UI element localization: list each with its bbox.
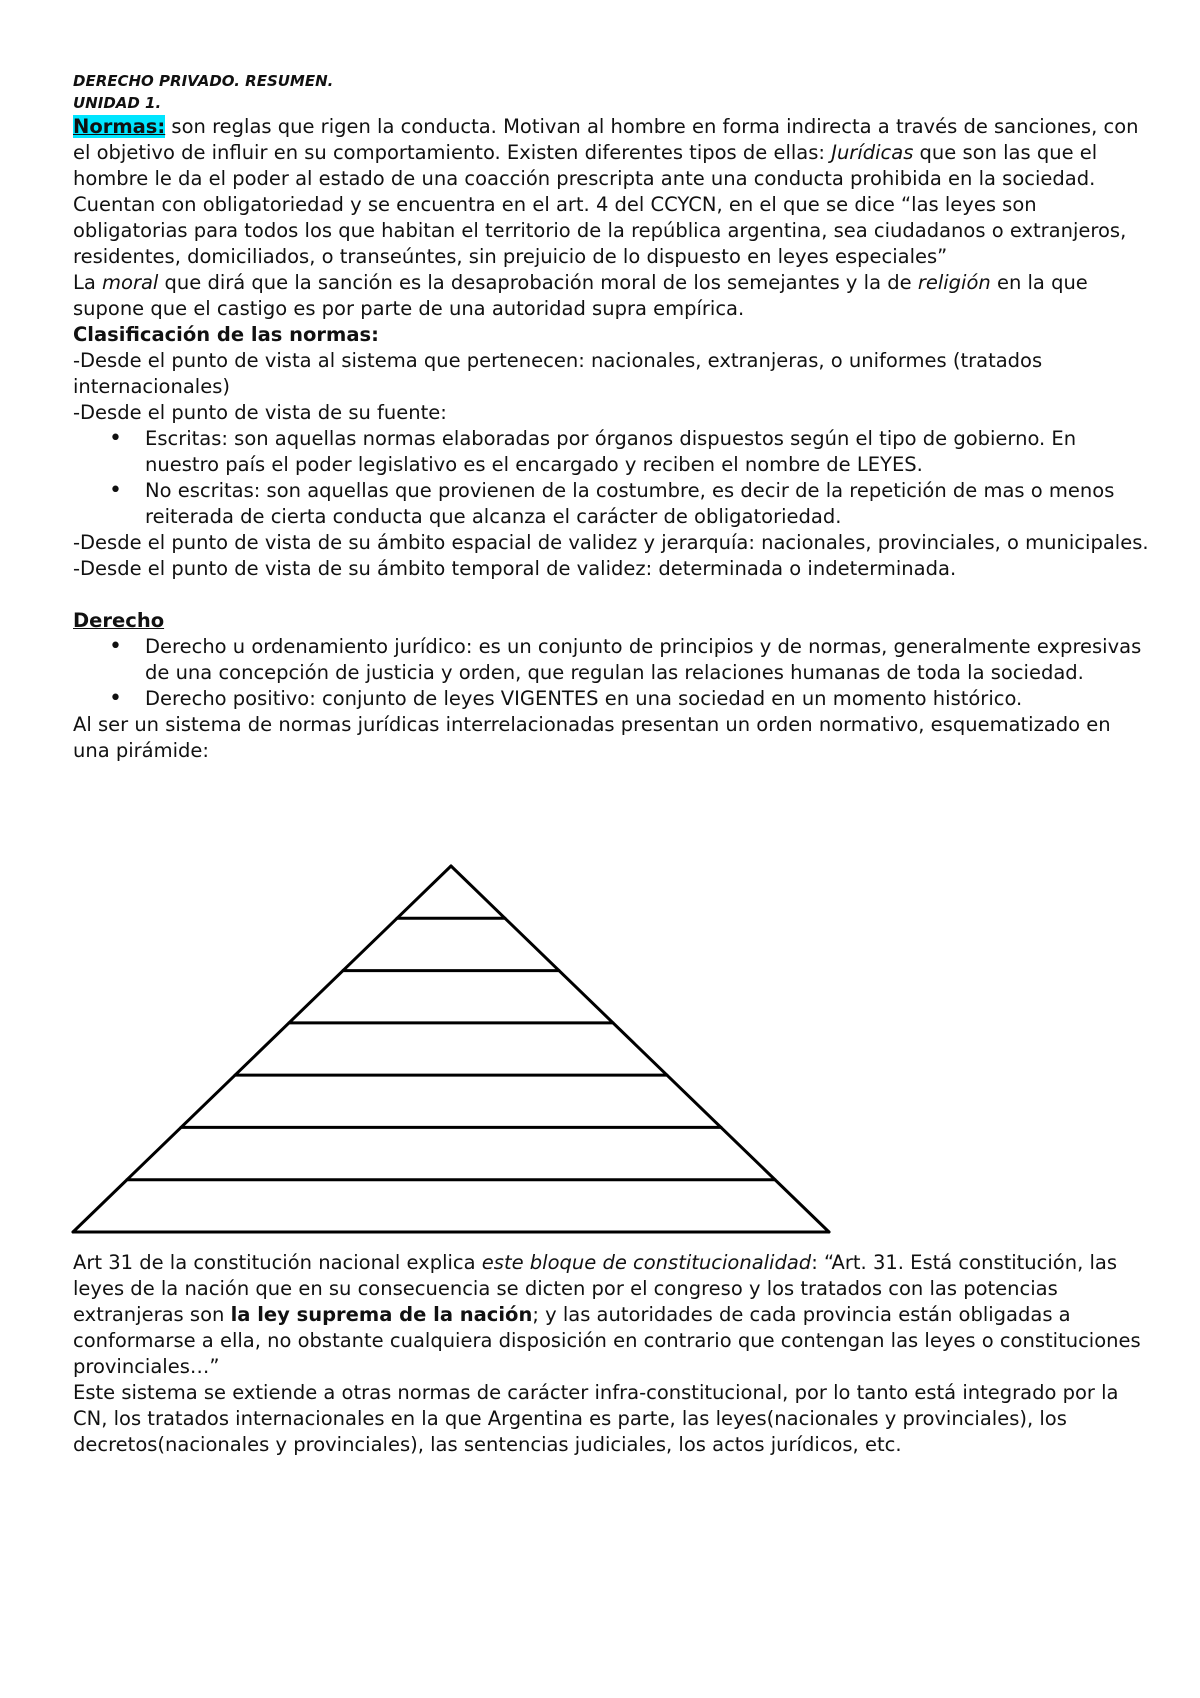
moral-text: que dirá que la sanción es la desaprobación moral de los semejantes y la de xyxy=(158,271,918,294)
clasificacion-temporal: -Desde el punto de vista de su ámbito temporal de validez: determinada o indeterminada. xyxy=(73,557,957,580)
art31-italic: este bloque de constitucionalidad xyxy=(481,1251,812,1274)
religion-text: en la que supone que el castigo es por parte de una autoridad supra empírica. xyxy=(73,271,1088,320)
pyramid-left-edge xyxy=(73,866,451,1232)
piramide-intro: Al ser un sistema de normas jurídicas interrelacionadas presentan un orden normativo, esquematizado en una pirámide: xyxy=(73,713,1111,762)
moral-pre: La xyxy=(73,271,103,294)
derecho-heading: Derecho xyxy=(73,609,165,632)
pyramid-lines xyxy=(73,866,829,1232)
pyramid-diagram xyxy=(71,854,851,1244)
moral-paragraph xyxy=(73,270,1153,322)
clasificacion-espacial: -Desde el punto de vista de su ámbito espacial de validez y jerarquía: nacionales, provinciales, o municipales. xyxy=(73,531,1149,554)
normas-intro: son reglas que rigen la conducta. Motivan al hombre en forma indirecta a través de sanciones, con el objetivo de influir en su comportamiento. Existen diferentes tipos de ellas: xyxy=(73,115,1139,164)
document-page xyxy=(73,70,1153,1458)
normas-term: Normas: xyxy=(73,115,166,138)
fuente-list xyxy=(73,426,1153,530)
art31-bold: la ley suprema de la nación xyxy=(230,1303,533,1326)
art31-pre: Art 31 de la constitución nacional explica xyxy=(73,1251,482,1274)
clasificacion-sistema: -Desde el punto de vista al sistema que pertenecen: nacionales, extranjeras, o uniformes (tratados internacionales) xyxy=(73,349,1043,398)
normas-paragraph xyxy=(73,114,1153,270)
sistema-paragraph: Este sistema se extiende a otras normas de carácter infra-constitucional, por lo tanto está integrado por la CN, los tratados internacionales en la que Argentina es parte, las leyes(nacionales y provinciales), los decretos(nacionales y provinciales), las sentencias judiciales, los actos jurídicos, etc. xyxy=(73,1381,1119,1456)
list-item: • Derecho positivo: conjunto de leyes VIGENTES en una sociedad en un momento histórico. xyxy=(73,686,1153,712)
art31-paragraph xyxy=(73,1250,1153,1380)
pyramid-right-edge xyxy=(451,866,829,1232)
list-item: • Escritas: son aquellas normas elaboradas por órganos dispuestos según el tipo de gobierno. En nuestro país el poder legislativo es el encargado y reciben el nombre de LEYES. xyxy=(73,426,1153,478)
moral-term: moral xyxy=(102,271,159,294)
derecho-list xyxy=(73,634,1153,712)
list-item: • Derecho u ordenamiento jurídico: es un conjunto de principios y de normas, generalmente expresivas de una concepción de justicia y orden, que regulan las relaciones humanas de toda la sociedad. xyxy=(73,634,1153,686)
juridicas-term: Jurídicas xyxy=(831,141,914,164)
clasificacion-heading: Clasificación de las normas: xyxy=(73,323,379,346)
spacer xyxy=(73,582,1153,608)
religion-term: religión xyxy=(917,271,991,294)
list-item: • No escritas: son aquellas que provienen de la costumbre, es decir de la repetición de mas o menos reiterada de cierta conducta que alcanza el carácter de obligatoriedad. xyxy=(73,478,1153,530)
pyramid-figure xyxy=(73,764,1153,1250)
document-title: DERECHO PRIVADO. RESUMEN. xyxy=(73,72,334,90)
art31-mid: : “Art. 31. Está constitución, las leyes de la nación que en su consecuencia se dicten por el congreso y los tratados con las potencias extranjeras son xyxy=(73,1251,1118,1326)
art31-post: ; y las autoridades de cada provincia están obligadas a conformarse a ella, no obstante cualquiera disposición en contrario que contengan las leyes o constituciones provinciales…” xyxy=(73,1303,1141,1378)
clasificacion-fuente: -Desde el punto de vista de su fuente: xyxy=(73,401,447,424)
juridicas-text: que son las que el hombre le da el poder al estado de una coacción prescripta ante una conducta prohibida en la sociedad. Cuentan con obligatoriedad y se encuentra en el art. 4 del CCYCN, en el que se dice “las leyes son obligatorias para todos los que habitan el territorio de la república argentina, sea ciudadanos o extranjeros, residentes, domiciliados, o transeúntes, sin prejuicio de lo dispuesto en leyes especiales” xyxy=(73,141,1127,268)
unit-title: UNIDAD 1. xyxy=(73,94,162,112)
